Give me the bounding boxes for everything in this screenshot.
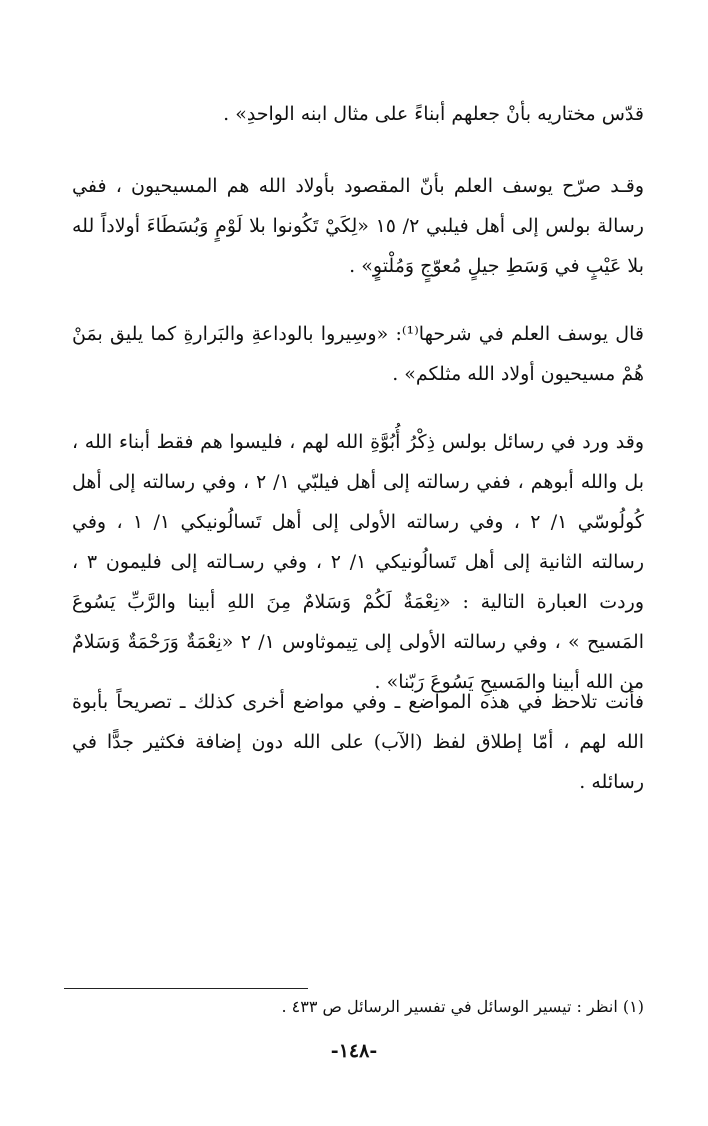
paragraph-5: فأنت تلاحظ في هذه المواضع ـ وفي مواضع أخرى كذلك ـ تصريحاً بأبوة الله لهم ، أمّا إطلاق لفظ (الآب) على الله دون إضافة فكثير جدًّا في رسائله . xyxy=(72,691,644,793)
paragraph-2: وقـد صرّح يوسف العلم بأنّ المقصود بأولاد الله هم المسيحيون ، ففي رسالة بولس إلى أهل فيلبي ٢/ ١٥ «لِكَيْ تَكُونوا بلا لَوْمٍ وَبُسَطَاءَ أولاداً لله بلا عَيْبٍ في وَسَطِ جيلٍ مُعوّجٍ وَمُلْتوٍ» . xyxy=(72,175,645,277)
paragraph-4: وقد ورد في رسائل بولس ذِكْرُ أُبُوَّةِ الله لهم ، فليسوا هم فقط أبناء الله ، بل والله أبوهم ، ففي رسالته إلى أهل فيلبّي ١/ ٢ ، وفي رسالته إلى أهل كُولُوسّي ١/ ٢ ، وفي رسالته الأولى إلى أهل تَسالُونيكي ١/ ١ ، وفي رسالته الثانية إلى أهل تَسالُونيكي ١/ ٢ ، وفي رسـالته إلى فليمون ٣ ، وردت العبارة التالية : «نِعْمَةٌ لَكُمْ وَسَلامٌ مِنَ اللهِ أبينا والرَّبِّ يَسُوعَ المَسيح » ، وفي رسالته الأولى إلى تِيموثاوس ١/ ٢ «نِعْمَةٌ وَرَحْمَةٌ وَسَلامٌ من الله أبينا والمَسيحِ يَسُوعَ رَبّنا» . xyxy=(72,431,645,693)
paragraph-3: قال يوسف العلم في شرحها⁽¹⁾: «وسِيروا بالوداعةِ والبَرارةِ كما يليق بمَنْ هُمْ مسيحيون أولاد الله مثلكم» . xyxy=(72,323,644,385)
footnote-divider xyxy=(64,988,308,989)
footnote: (١) انظر : تيسير الوسائل في تفسير الرسائل ص ٤٣٣ . xyxy=(281,997,644,1016)
paragraph-1: قدّس مختاريه بأنْ جعلهم أبناءً على مثال ابنه الواحدِ» . xyxy=(223,103,644,125)
page-number: -١٤٨- xyxy=(330,1040,378,1062)
